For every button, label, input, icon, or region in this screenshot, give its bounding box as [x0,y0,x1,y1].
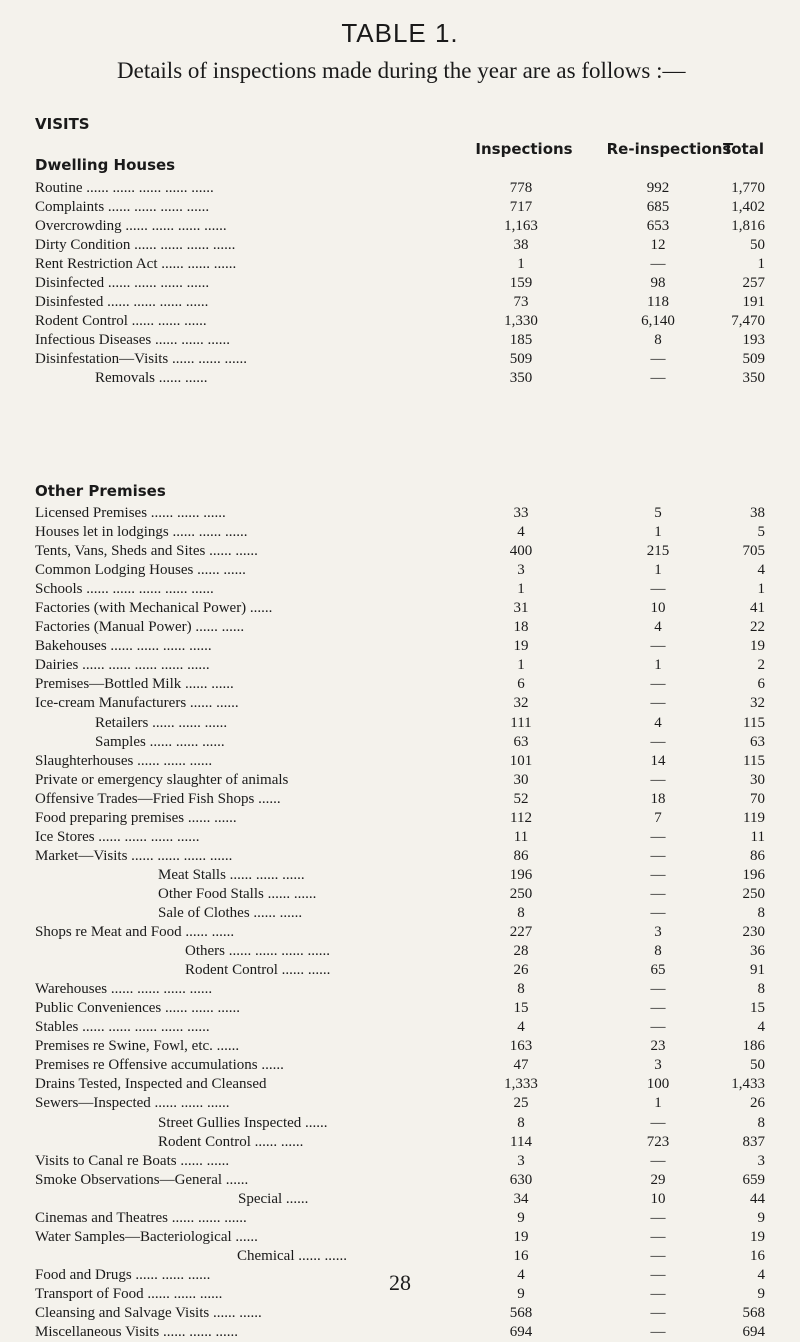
total-value: 8 [757,981,765,998]
row-label: Sale of Clothes ...... ...... [158,904,303,921]
total-value: 30 [750,771,765,788]
total-value: 32 [750,695,765,712]
row-label: Bakehouses ...... ...... ...... ...... [35,638,212,655]
table-row [0,714,800,733]
table-row [0,331,800,350]
table-row [0,255,800,274]
section-heading-other-premises: Other Premises [35,482,166,500]
row-label: Visits to Canal re Boats ...... ...... [35,1152,230,1169]
other-premises-table [0,504,800,1342]
total-value: 36 [750,943,765,960]
inspections-value: 250 [509,885,533,902]
total-value: 86 [750,847,765,864]
reinspections-value: — [650,676,666,693]
total-value: 193 [742,332,765,349]
row-label: Infectious Diseases ...... ...... ...... [35,332,230,349]
reinspections-value: 8 [654,943,662,960]
table-row [0,1094,800,1113]
row-label: Stables ...... ...... ...... ...... ...... [35,1019,210,1036]
inspections-value: 196 [509,866,533,883]
total-value: 257 [742,275,765,292]
reinspections-value: 98 [650,275,666,292]
total-value: 119 [743,809,765,826]
row-label: Rodent Control ...... ...... [185,962,331,979]
total-value: 705 [742,543,765,560]
reinspections-value: — [650,1324,666,1341]
reinspections-value: — [650,904,666,921]
inspections-value: 350 [509,370,533,387]
row-label: Meat Stalls ...... ...... ...... [158,866,305,883]
reinspections-value: — [650,256,666,273]
reinspections-value: 4 [654,619,662,636]
total-value: 509 [742,351,765,368]
total-value: 1 [757,581,765,598]
column-header-reinspections: Re-inspections [606,140,732,158]
reinspections-value: — [650,847,666,864]
reinspections-value: — [650,351,666,368]
total-value: 9 [757,1209,765,1226]
row-label: Public Conveniences ...... ...... ...... [35,1000,240,1017]
reinspections-value: 4 [654,714,662,731]
inspections-value: 8 [517,981,525,998]
table-row [0,312,800,331]
reinspections-value: 723 [646,1133,670,1150]
column-header-total: Total [723,140,764,158]
inspections-value: 6 [517,676,525,693]
table-row [0,1114,800,1133]
table-row [0,866,800,885]
reinspections-value: 10 [650,600,666,617]
inspections-value: 19 [513,638,529,655]
inspections-value: 509 [509,351,533,368]
table-row [0,733,800,752]
inspections-value: 717 [509,199,533,216]
table-row [0,217,800,236]
total-value: 1,816 [731,218,765,235]
row-label: Private or emergency slaughter of animals [35,771,289,788]
table-subtitle: Details of inspections made during the year are as follows :— [117,58,686,83]
total-value: 250 [742,885,765,902]
total-value: 568 [742,1304,765,1321]
row-label: Cleansing and Salvage Visits ...... ...... [35,1304,262,1321]
total-value: 44 [750,1190,765,1207]
table-row [0,236,800,255]
section-heading-dwelling-houses: Dwelling Houses [35,156,176,174]
table-row [0,961,800,980]
reinspections-value: 3 [654,924,662,941]
reinspections-value: 6,140 [641,313,675,330]
table-row [0,1171,800,1190]
inspections-value: 8 [517,904,525,921]
inspections-value: 568 [509,1304,533,1321]
table-row [0,828,800,847]
table-row [0,1247,800,1266]
total-value: 9 [757,1285,765,1302]
inspections-value: 3 [517,562,525,579]
reinspections-value: 23 [650,1038,666,1055]
column-header-inspections: Inspections [475,140,573,158]
reinspections-value: 5 [654,505,662,521]
total-value: 50 [750,1057,765,1074]
table-row [0,1190,800,1209]
row-label: Offensive Trades—Fried Fish Shops ...... [35,790,281,807]
total-value: 91 [750,962,765,979]
row-label: Overcrowding ...... ...... ...... ...... [35,218,227,235]
reinspections-value: 215 [646,543,670,560]
table-row [0,1228,800,1247]
row-label: Retailers ...... ...... ...... [95,714,228,731]
row-label: Shops re Meat and Food ...... ...... [35,924,235,941]
row-label: Rodent Control ...... ...... ...... [35,313,207,330]
table-row [0,1304,800,1323]
row-label: Disinfested ...... ...... ...... ...... [35,294,209,311]
inspections-value: 63 [513,733,529,750]
total-value: 1,433 [731,1076,765,1093]
reinspections-value: — [650,1000,666,1017]
table-row [0,790,800,809]
reinspections-value: — [650,828,666,845]
row-label: Rent Restriction Act ...... ...... ...... [35,256,237,273]
reinspections-value: 653 [646,218,670,235]
table-row [0,923,800,942]
inspections-value: 1,333 [504,1076,538,1093]
reinspections-value: — [650,695,666,712]
reinspections-value: 65 [650,962,666,979]
row-label: Removals ...... ...... [95,370,208,387]
reinspections-value: — [650,581,666,598]
reinspections-value: — [650,370,666,387]
row-label: Premises re Swine, Fowl, etc. ...... [35,1038,240,1055]
table-row [0,980,800,999]
table-row [0,999,800,1018]
row-label: Drains Tested, Inspected and Cleansed [35,1076,267,1093]
row-label: Samples ...... ...... ...... [95,733,225,750]
reinspections-value: — [650,638,666,655]
reinspections-value: — [650,1209,666,1226]
inspections-value: 31 [513,600,529,617]
total-value: 230 [742,924,765,941]
inspections-value: 112 [510,809,532,826]
inspections-value: 19 [513,1228,529,1245]
reinspections-value: — [650,866,666,883]
row-label: Others ...... ...... ...... ...... [185,943,330,960]
row-label: Chemical ...... ...... [237,1247,347,1264]
reinspections-value: 685 [646,199,670,216]
row-label: Transport of Food ...... ...... ...... [35,1285,223,1302]
reinspections-value: — [650,1019,666,1036]
total-value: 837 [742,1133,765,1150]
dwelling-houses-table [0,179,800,389]
reinspections-value: 1 [654,524,662,541]
table-row [0,752,800,771]
page-number: 28 [389,1270,411,1295]
table-row [0,580,800,599]
inspections-value: 38 [513,237,529,254]
row-label: Food preparing premises ...... ...... [35,809,237,826]
inspections-value: 778 [509,180,533,196]
inspections-value: 26 [513,962,529,979]
row-label: Disinfestation—Visits ...... ...... ...... [35,351,248,368]
row-label: Sewers—Inspected ...... ...... ...... [35,1095,230,1112]
total-value: 350 [742,370,765,387]
table-row [0,675,800,694]
inspections-value: 73 [513,294,529,311]
inspections-value: 8 [517,1114,525,1131]
row-label: Warehouses ...... ...... ...... ...... [35,981,213,998]
page-title: TABLE 1. [341,18,459,48]
total-value: 659 [742,1171,765,1188]
inspections-value: 11 [513,828,529,845]
reinspections-value: — [650,1304,666,1321]
row-label: Routine ...... ...... ...... ...... ...... [35,180,214,196]
total-value: 5 [757,524,765,541]
table-row [0,369,800,388]
total-value: 19 [750,638,765,655]
total-value: 41 [750,600,765,617]
reinspections-value: 14 [650,752,666,769]
reinspections-value: 3 [654,1057,662,1074]
table-row [0,1152,800,1171]
table-row [0,637,800,656]
total-value: 3 [757,1152,765,1169]
inspections-value: 4 [517,524,525,541]
row-label: Street Gullies Inspected ...... [158,1114,328,1131]
row-label: Premises re Offensive accumulations ...... [35,1057,284,1074]
row-label: Special ...... [238,1190,309,1207]
inspections-value: 159 [509,275,533,292]
table-row [0,504,800,523]
row-label: Factories (Manual Power) ...... ...... [35,619,245,636]
reinspections-value: — [650,1114,666,1131]
table-row [0,618,800,637]
inspections-value: 3 [517,1152,525,1169]
total-value: 70 [750,790,765,807]
inspections-value: 30 [513,771,529,788]
total-value: 38 [750,505,765,521]
total-value: 15 [750,1000,765,1017]
total-value: 4 [757,562,765,579]
total-value: 8 [757,1114,765,1131]
inspections-value: 52 [513,790,529,807]
table-row [0,694,800,713]
table-row [0,1075,800,1094]
total-value: 186 [742,1038,765,1055]
total-value: 694 [742,1324,765,1341]
total-value: 2 [757,657,765,674]
total-value: 8 [757,904,765,921]
table-row [0,274,800,293]
row-label: Smoke Observations—General ...... [35,1171,249,1188]
total-value: 7,470 [731,313,765,330]
row-label: Schools ...... ...... ...... ...... ...... [35,581,214,598]
inspections-value: 114 [510,1133,532,1150]
row-label: Tents, Vans, Sheds and Sites ...... ...... [35,543,258,560]
row-label: Slaughterhouses ...... ...... ...... [35,752,213,769]
inspections-value: 4 [517,1266,525,1283]
inspections-value: 25 [513,1095,529,1112]
total-value: 115 [743,714,765,731]
row-label: Ice Stores ...... ...... ...... ...... [35,828,200,845]
reinspections-value: 29 [650,1171,666,1188]
reinspections-value: — [650,1152,666,1169]
table-row [0,904,800,923]
table-row [0,561,800,580]
table-row [0,771,800,790]
row-label: Dairies ...... ...... ...... ...... ...... [35,657,210,674]
total-value: 16 [750,1247,765,1264]
inspections-value: 1 [517,657,525,674]
reinspections-value: — [650,885,666,902]
inspections-value: 185 [509,332,533,349]
table-row [0,1209,800,1228]
inspections-value: 4 [517,1019,525,1036]
reinspections-value: — [650,1285,666,1302]
reinspections-value: — [650,1228,666,1245]
table-row [0,523,800,542]
table-row [0,293,800,312]
inspections-value: 101 [509,752,533,769]
total-value: 19 [750,1228,765,1245]
row-label: Food and Drugs ...... ...... ...... [35,1266,211,1283]
inspections-value: 47 [513,1057,529,1074]
reinspections-value: 1 [654,562,662,579]
total-value: 1,402 [731,199,765,216]
reinspections-value: 7 [654,809,662,826]
table-row [0,350,800,369]
total-value: 11 [750,828,765,845]
inspections-value: 86 [513,847,529,864]
row-label: Market—Visits ...... ...... ...... ...... [35,847,233,864]
row-label: Other Food Stalls ...... ...... [158,885,317,902]
inspections-value: 1 [517,256,525,273]
inspections-value: 630 [509,1171,533,1188]
inspections-value: 34 [513,1190,529,1207]
total-value: 22 [750,619,765,636]
inspections-value: 227 [509,924,533,941]
total-value: 26 [750,1095,765,1112]
row-label: Dirty Condition ...... ...... ...... ...... [35,237,236,254]
reinspections-value: — [650,1247,666,1264]
table-row [0,1323,800,1342]
inspections-value: 163 [509,1038,533,1055]
inspections-value: 1,163 [504,218,538,235]
reinspections-value: 18 [650,790,666,807]
row-label: Common Lodging Houses ...... ...... [35,562,246,579]
inspections-value: 9 [517,1209,525,1226]
total-value: 196 [742,866,765,883]
table-row [0,847,800,866]
inspections-value: 32 [513,695,529,712]
table-row [0,885,800,904]
row-label: Rodent Control ...... ...... [158,1133,304,1150]
inspections-value: 1,330 [504,313,538,330]
row-label: Disinfected ...... ...... ...... ...... [35,275,210,292]
inspections-value: 15 [513,1000,529,1017]
inspections-value: 111 [510,714,532,731]
table-row [0,809,800,828]
reinspections-value: 10 [650,1190,666,1207]
row-label: Houses let in lodgings ...... ...... ...... [35,524,248,541]
table-row [0,198,800,217]
total-value: 63 [750,733,765,750]
inspections-value: 694 [509,1324,533,1341]
reinspections-value: 12 [650,237,666,254]
inspections-value: 28 [513,943,529,960]
reinspections-value: 1 [654,657,662,674]
row-label: Complaints ...... ...... ...... ...... [35,199,210,216]
inspections-value: 1 [517,581,525,598]
inspections-value: 9 [517,1285,525,1302]
reinspections-value: 118 [647,294,669,311]
total-value: 6 [757,676,765,693]
table-row [0,656,800,675]
inspections-value: 400 [509,543,533,560]
total-value: 191 [742,294,765,311]
table-row [0,542,800,561]
inspections-value: 33 [513,505,529,521]
reinspections-value: 992 [646,180,670,196]
reinspections-value: — [650,981,666,998]
inspections-value: 16 [513,1247,529,1264]
total-value: 1,770 [731,180,765,196]
total-value: 4 [757,1266,765,1283]
total-value: 115 [743,752,765,769]
row-label: Factories (with Mechanical Power) ...... [35,600,273,617]
table-row [0,942,800,961]
row-label: Ice-cream Manufacturers ...... ...... [35,695,239,712]
total-value: 1 [757,256,765,273]
total-value: 50 [750,237,765,254]
table-row [0,1037,800,1056]
reinspections-value: — [650,771,666,788]
row-label: Premises—Bottled Milk ...... ...... [35,676,234,693]
reinspections-value: 100 [646,1076,670,1093]
reinspections-value: — [650,1266,666,1283]
reinspections-value: — [650,733,666,750]
visits-label: VISITS [35,115,90,133]
table-row [0,1133,800,1152]
inspections-value: 18 [513,619,529,636]
row-label: Licensed Premises ...... ...... ...... [35,505,226,521]
total-value: 4 [757,1019,765,1036]
table-row [0,599,800,618]
row-label: Cinemas and Theatres ...... ...... ...... [35,1209,247,1226]
table-row [0,1018,800,1037]
reinspections-value: 1 [654,1095,662,1112]
reinspections-value: 8 [654,332,662,349]
row-label: Water Samples—Bacteriological ...... [35,1228,258,1245]
table-row [0,1056,800,1075]
row-label: Miscellaneous Visits ...... ...... ...... [35,1324,238,1341]
table-row [0,179,800,198]
